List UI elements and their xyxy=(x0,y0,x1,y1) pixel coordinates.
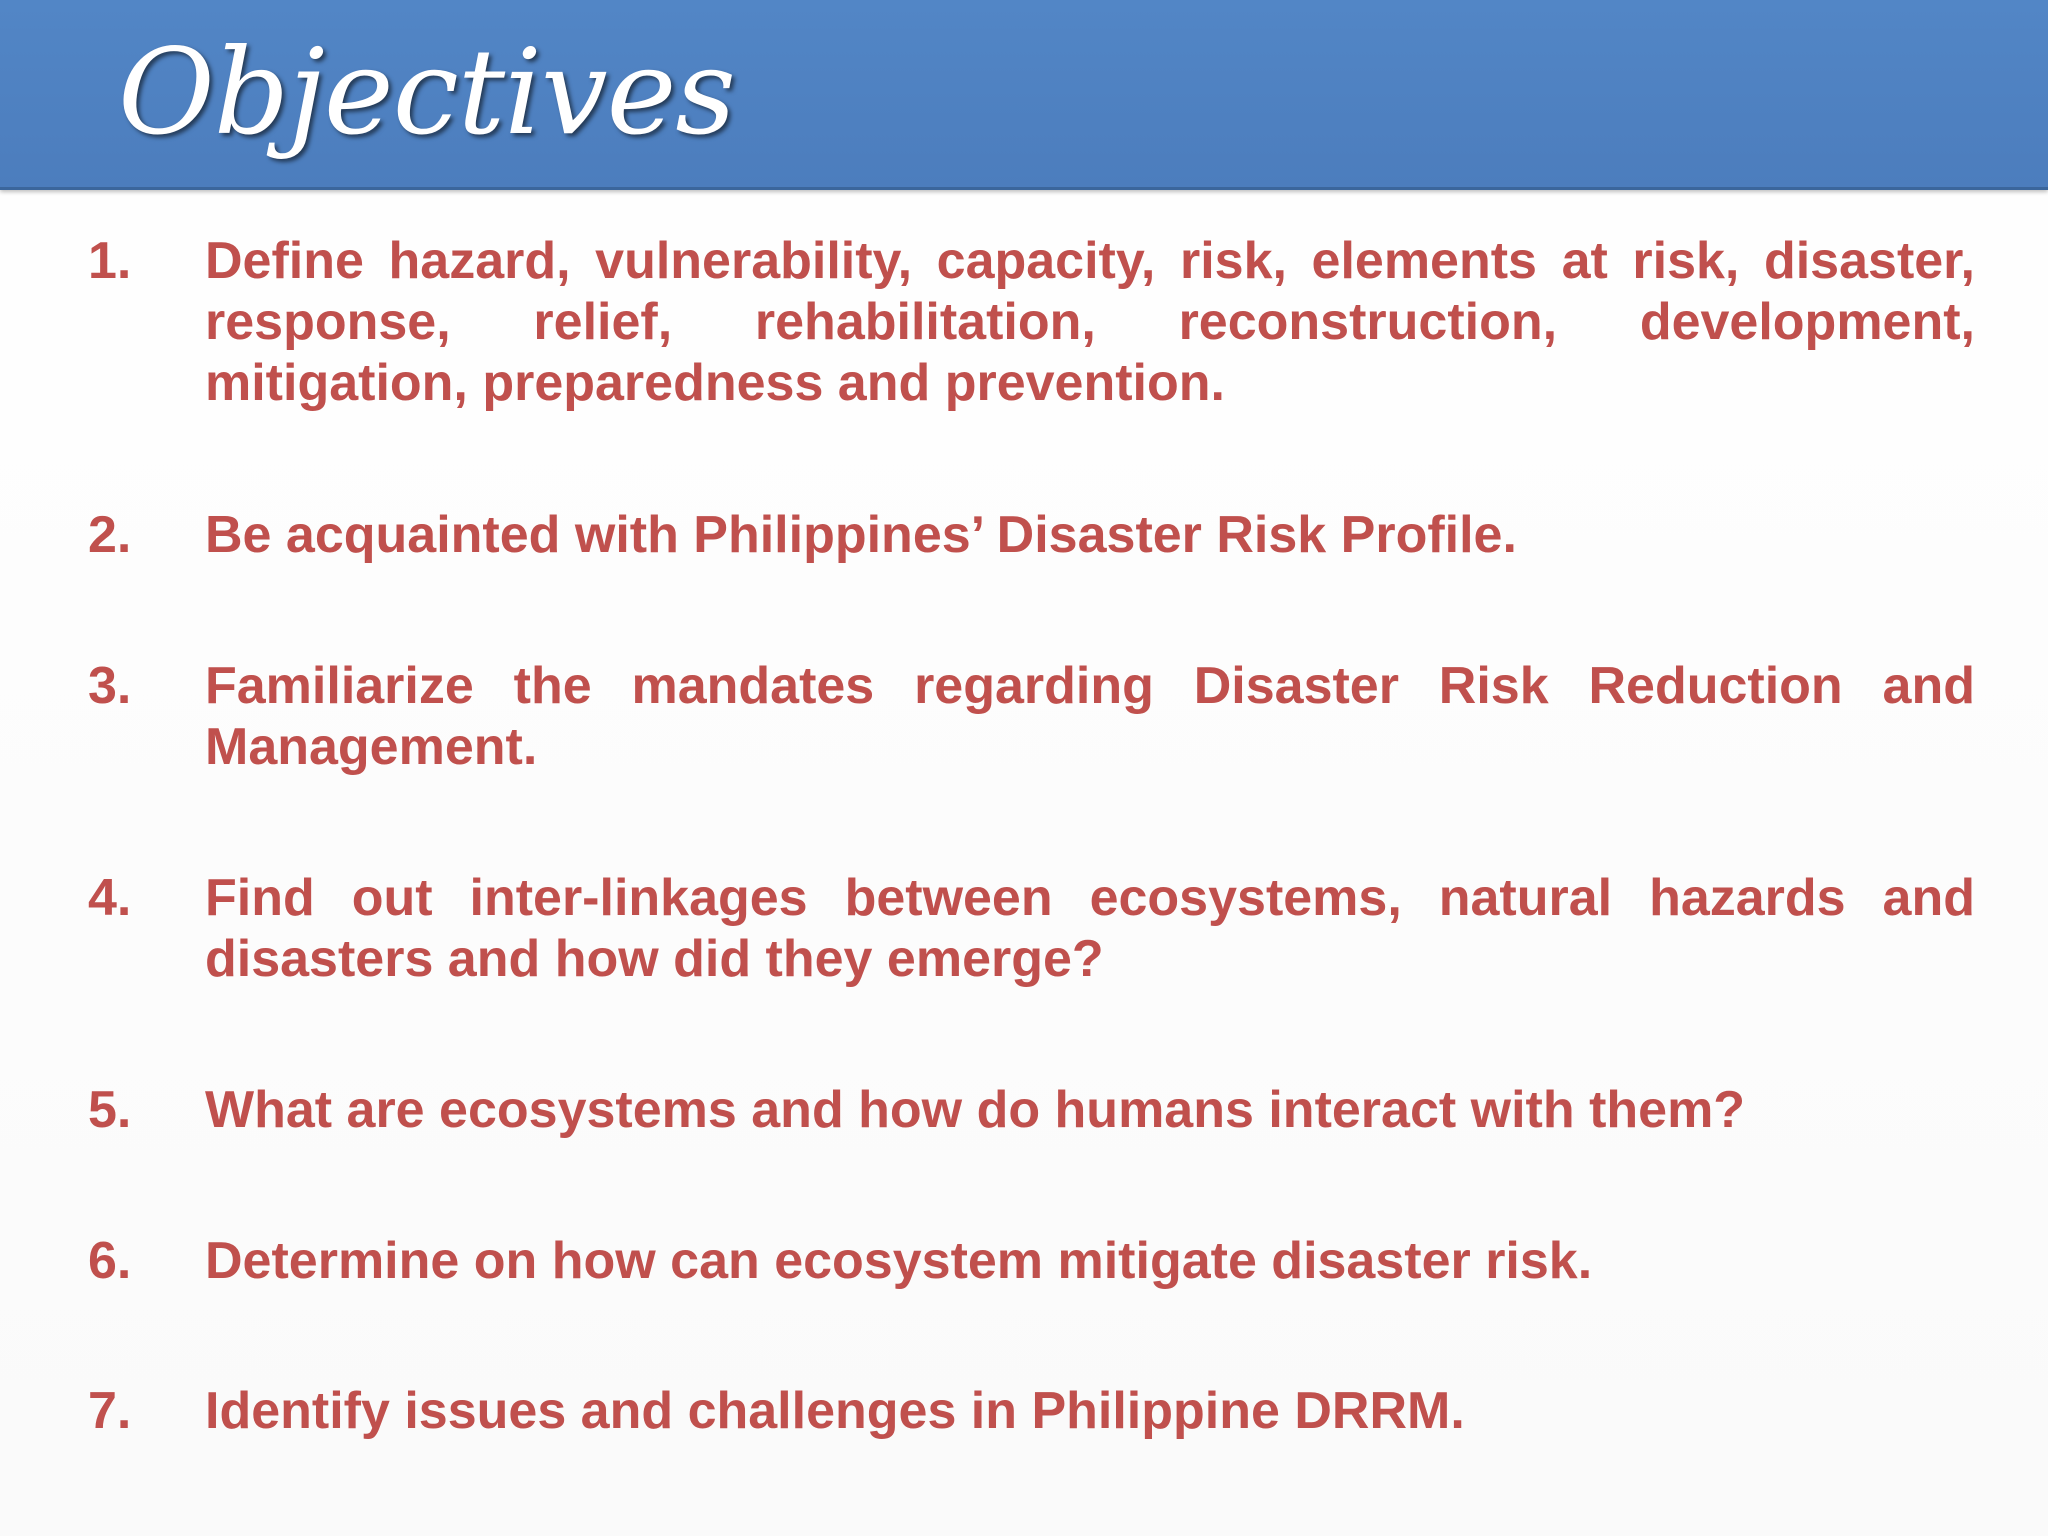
objective-text: Determine on how can ecosystem mitigate disaster risk. xyxy=(205,1232,1593,1290)
objective-text: What are ecosystems and how do humans interact with them? xyxy=(205,1081,1746,1139)
objective-number: 4. xyxy=(88,869,132,927)
objective-text: Define hazard, vulnerability, capacity, risk, elements at risk, disaster, response, relief, rehabilitation, reconstruction, development, mitigation, preparedness and prevention. xyxy=(205,232,1975,412)
objective-number: 6. xyxy=(88,1232,132,1290)
objective-text: Be acquainted with Philippines’ Disaster Risk Profile. xyxy=(205,506,1517,564)
objective-number: 5. xyxy=(88,1081,132,1139)
objective-number: 3. xyxy=(88,657,132,715)
objective-text: Find out inter-linkages between ecosystems, natural hazards and disasters and how did they emerge? xyxy=(205,869,1975,988)
slide-title: Objectives xyxy=(118,23,735,161)
objective-text: Familiarize the mandates regarding Disaster Risk Reduction and Management. xyxy=(205,657,1975,776)
title-bar xyxy=(0,0,2048,190)
objective-text: Identify issues and challenges in Philippine DRRM. xyxy=(205,1382,1465,1440)
objective-number: 1. xyxy=(88,232,132,290)
objective-number: 7. xyxy=(88,1382,132,1440)
objective-number: 2. xyxy=(88,506,132,564)
